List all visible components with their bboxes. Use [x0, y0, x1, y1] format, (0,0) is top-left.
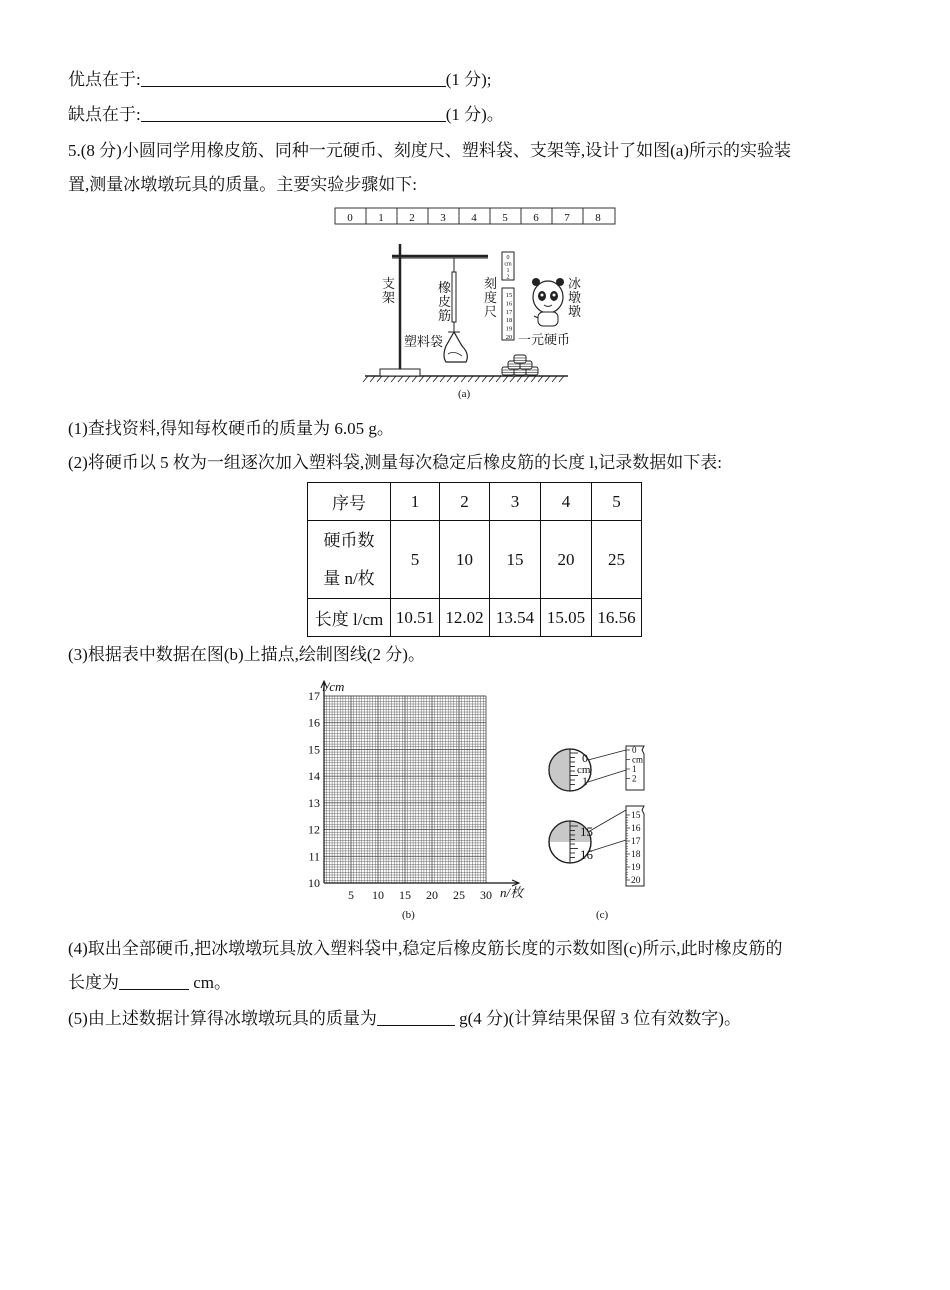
- row-label-line2: 量 n/枚: [323, 568, 375, 588]
- table-cell: 13.54: [490, 599, 541, 637]
- y-tick-label: 15: [308, 742, 320, 757]
- mass-answer-blank[interactable]: [377, 1009, 455, 1026]
- table-cell: 3: [490, 483, 541, 521]
- question-5-line1: 5.(8 分)小圆同学用橡皮筋、同种一元硬币、刻度尺、塑料袋、支架等,设计了如图(a)所示的实验装: [68, 141, 791, 160]
- table-cell: 15: [490, 521, 541, 599]
- x-tick-label: 20: [426, 888, 438, 902]
- coin-label: 一元硬币: [518, 332, 571, 347]
- stand: [380, 244, 488, 376]
- plastic-bag: [444, 332, 467, 362]
- strip-label: 0: [632, 745, 637, 755]
- small-scale-label: cm: [504, 261, 512, 268]
- bag-label: 塑料袋: [404, 334, 444, 349]
- ruler-tick-label: 3: [440, 212, 446, 224]
- disadvantage-label: 缺点在于:: [68, 105, 141, 124]
- data-table: [307, 482, 642, 637]
- table-cell: 1: [391, 483, 440, 521]
- table-row-label: 长度 l/cm: [308, 599, 391, 637]
- ruler-top: [335, 208, 615, 224]
- small-scale-label: 20: [505, 334, 513, 341]
- ruler-tick-label: 5: [502, 212, 508, 224]
- step-4-prefix: 长度为: [68, 973, 119, 992]
- small-scale-label: 18: [505, 317, 513, 325]
- y-axis-label: l/cm: [322, 679, 345, 694]
- strip-label: 1: [632, 764, 637, 774]
- step-1: (1)查找资料,得知每枚硬币的质量为 6.05 g。: [68, 419, 394, 438]
- question-5-line2: 置,测量冰墩墩玩具的质量。主要实验步骤如下:: [68, 175, 417, 194]
- x-axis-label: n/枚: [500, 885, 524, 900]
- table-cell: 16.56: [592, 599, 642, 637]
- step-5: [68, 1008, 741, 1030]
- ruler-tick-label: 2: [409, 212, 415, 224]
- small-scale-label: 1: [506, 268, 510, 274]
- x-tick-label: 10: [372, 888, 384, 902]
- strip-label: 19: [631, 863, 641, 873]
- stand-label: 支架: [382, 276, 396, 305]
- strip-label: 15: [631, 811, 641, 821]
- step-5-prefix: (5)由上述数据计算得冰墩墩玩具的质量为: [68, 1009, 377, 1028]
- small-scale-label: 16: [505, 300, 513, 308]
- y-tick-label: 10: [308, 876, 320, 890]
- band-label: 橡皮筋: [438, 280, 452, 323]
- table-cell: 2: [440, 483, 490, 521]
- figure-b-caption: (b): [402, 909, 415, 921]
- y-tick-label: 12: [308, 822, 320, 837]
- step-2: (2)将硬币以 5 枚为一组逐次加入塑料袋,测量每次稳定后橡皮筋的长度 l,记录数据如下表:: [68, 453, 723, 472]
- step-4-line2: [68, 972, 231, 994]
- strip-label: 16: [631, 824, 641, 834]
- small-scale-label: 0: [506, 255, 510, 261]
- disadvantage-score: (1 分)。: [445, 105, 504, 124]
- small-scale-label: 19: [505, 325, 513, 333]
- advantage-score: (1 分);: [445, 70, 492, 89]
- table-cell: 4: [541, 483, 592, 521]
- table-cell: 12.02: [440, 599, 490, 637]
- zoom-label: 1: [582, 774, 588, 788]
- table-cell: 10.51: [391, 599, 440, 637]
- table-cell: 5: [592, 483, 642, 521]
- table-header-label: 序号: [308, 483, 391, 521]
- coin-stack: [502, 355, 538, 375]
- zoom-label: 16: [580, 847, 593, 862]
- row-label-line1: 硬币数: [323, 530, 375, 550]
- ruler-tick-label: 0: [347, 212, 353, 224]
- figure-c-caption: (c): [596, 909, 609, 921]
- y-tick-label: 13: [308, 795, 320, 810]
- strip-label: 18: [631, 850, 641, 860]
- table-row: [308, 483, 642, 521]
- length-answer-blank[interactable]: [119, 973, 189, 990]
- zoom-label: cm: [577, 764, 591, 776]
- y-tick-label: 11: [308, 849, 320, 864]
- ruler-tick-label: 6: [533, 212, 539, 224]
- table-cell: 20: [541, 521, 592, 599]
- x-tick-label: 15: [399, 888, 411, 902]
- strip-label: 20: [631, 876, 641, 886]
- x-tick-label: 25: [453, 888, 465, 902]
- table-cell: 5: [391, 521, 440, 599]
- zoom-label: 15: [580, 824, 593, 839]
- x-tick-label: 30: [480, 888, 492, 902]
- advantage-line: [68, 69, 492, 91]
- advantage-label: 优点在于:: [68, 70, 141, 89]
- figure-c-scale: [540, 740, 670, 925]
- table-row: [308, 521, 642, 599]
- y-tick-label: 16: [308, 715, 320, 730]
- small-scale-label: 2: [506, 274, 510, 281]
- toy-label: 冰墩墩: [568, 276, 582, 319]
- table-row-label: [308, 521, 391, 599]
- ruler-tick-label: 1: [378, 212, 384, 224]
- table-cell: 15.05: [541, 599, 592, 637]
- strip-label: cm: [632, 754, 643, 765]
- ruler-tick-label: 4: [471, 212, 477, 224]
- advantage-answer-blank[interactable]: [141, 70, 446, 87]
- table-cell: 25: [592, 521, 642, 599]
- y-tick-label: 17: [308, 689, 320, 703]
- strip-label: 17: [631, 837, 641, 847]
- step-3: (3)根据表中数据在图(b)上描点,绘制图线(2 分)。: [68, 645, 425, 664]
- bing-dwen-dwen-toy: [532, 278, 564, 326]
- small-scale-label: 17: [505, 308, 513, 316]
- ground: [363, 376, 568, 382]
- zoom-label: 0: [582, 751, 588, 765]
- figure-a-caption: (a): [458, 388, 471, 400]
- small-scale-label: 15: [505, 292, 513, 299]
- ruler-tick-label: 8: [595, 212, 601, 224]
- ruler-tick-label: 7: [564, 212, 570, 224]
- x-tick-label: 5: [348, 888, 354, 902]
- graph-grid: [324, 696, 486, 883]
- table-cell: 10: [440, 521, 490, 599]
- figure-a-apparatus: [330, 204, 630, 404]
- disadvantage-answer-blank[interactable]: [141, 105, 446, 122]
- scale-label: 刻度尺: [484, 276, 498, 319]
- figure-b-chart: [290, 678, 540, 928]
- strip-label: 2: [632, 773, 637, 784]
- y-tick-label: 14: [308, 769, 320, 784]
- step-4-suffix: cm。: [189, 973, 232, 992]
- step-5-suffix: g(4 分)(计算结果保留 3 位有效数字)。: [454, 1009, 741, 1028]
- table-row: [308, 599, 642, 637]
- disadvantage-line: [68, 104, 504, 126]
- step-4-line1: (4)取出全部硬币,把冰墩墩玩具放入塑料袋中,稳定后橡皮筋长度的示数如图(c)所示,此时橡皮筋的: [68, 939, 783, 958]
